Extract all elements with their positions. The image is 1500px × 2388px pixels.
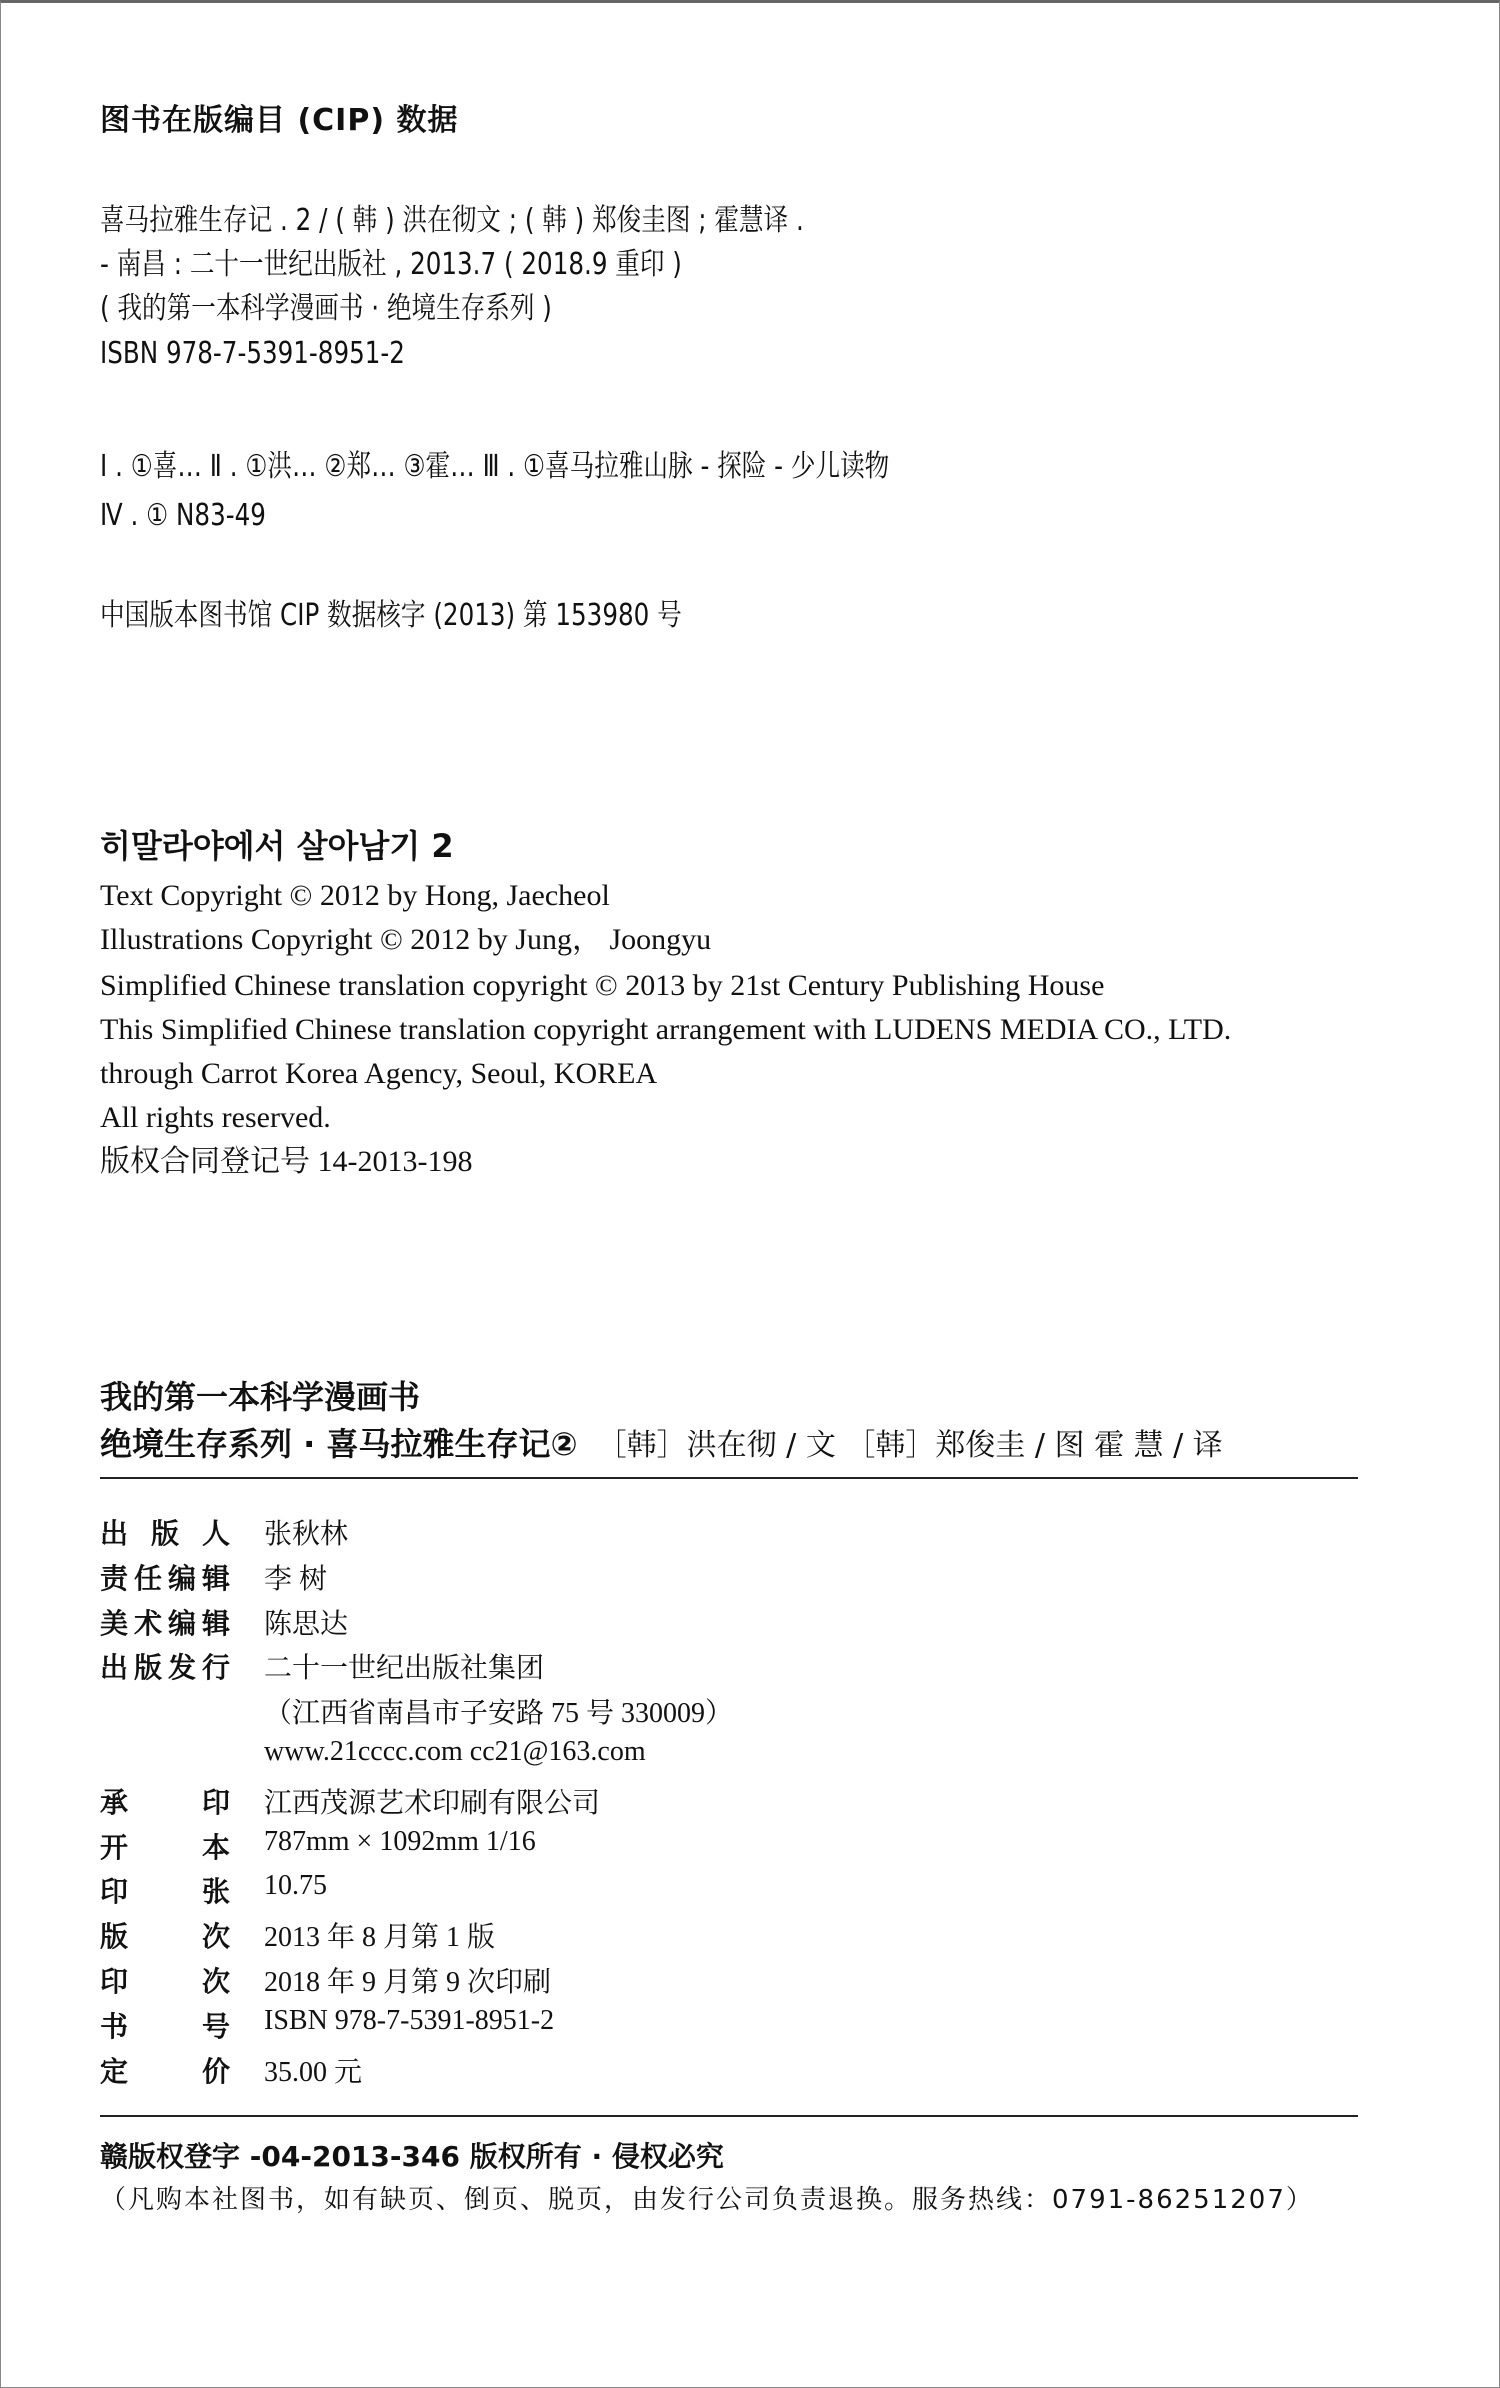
- imprint-value: 江西茂源艺术印刷有限公司: [264, 1787, 601, 1819]
- imprint-value: 张秋林: [264, 1519, 349, 1550]
- service-notice: （凡购本社图书，如有缺页、倒页、脱页，由发行公司负责退换。服务热线：0791-86251207）: [100, 2185, 1314, 2215]
- imprint-key: [100, 1870, 230, 1910]
- imprint-key-char: 版: [150, 1517, 179, 1550]
- divider: [100, 2115, 1358, 2117]
- imprint-key: [100, 1646, 230, 1686]
- imprint-key-char: 书: [100, 2009, 129, 2043]
- cip-title: 图书在版编目 (CIP) 数据: [100, 103, 459, 138]
- imprint-value: 陈思达: [264, 1608, 349, 1640]
- cip-isbn: ISBN 978-7-5391-8951-2: [100, 336, 405, 371]
- cip-classification: Ⅰ . ①喜… Ⅱ . ①洪… ②郑… ③霍… Ⅲ . ①喜马拉雅山脉 - 探险 - 少儿读物: [100, 449, 890, 484]
- imprint-value: ISBN 978-7-5391-8951-2: [264, 2004, 555, 2036]
- imprint-value: （江西省南昌市子安路 75 号 330009）: [264, 1698, 734, 1730]
- imprint-key: [100, 1602, 230, 1642]
- divider: [100, 1477, 1358, 1479]
- imprint-key: [100, 2050, 230, 2090]
- copyright-line: Illustrations Copyright © 2012 by Jung， Joongyu: [100, 923, 712, 956]
- cip-verification: 中国版本图书馆 CIP 数据核字 (2013) 第 153980 号: [100, 598, 682, 633]
- imprint-key-char: 价: [201, 2054, 230, 2088]
- imprint-key: [100, 1826, 230, 1866]
- imprint-key-char: 号: [201, 2009, 230, 2043]
- imprint-key: [100, 1915, 230, 1955]
- cip-line: ( 我的第一本科学漫画书 · 绝境生存系列 ): [100, 291, 552, 326]
- imprint-value: 10.75: [264, 1870, 327, 1902]
- imprint-key-char: 责: [100, 1561, 129, 1595]
- imprint-key: [100, 1781, 230, 1821]
- imprint-value: 2018 年 9 月第 9 次印刷: [264, 1967, 552, 1998]
- imprint-key-char: 承: [100, 1785, 129, 1819]
- imprint-key-char: 术: [133, 1606, 162, 1640]
- contract-number: 版权合同登记号 14-2013-198: [100, 1145, 473, 1178]
- imprint-key-char: 编: [167, 1606, 196, 1640]
- imprint-key-char: 美: [100, 1606, 129, 1640]
- copyright-line: Text Copyright © 2012 by Hong, Jaecheol: [100, 879, 610, 912]
- imprint-key-char: 辑: [201, 1561, 230, 1595]
- imprint-key-char: 编: [167, 1561, 196, 1595]
- imprint-key: [100, 1557, 230, 1597]
- cip-classification: Ⅳ . ① N83-49: [100, 498, 266, 533]
- imprint-key-char: 人: [201, 1517, 230, 1550]
- imprint-key-char: 出: [100, 1651, 129, 1685]
- imprint-value: 李 树: [264, 1563, 328, 1595]
- cip-line: - 南昌 : 二十一世纪出版社 , 2013.7 ( 2018.9 重印 ): [100, 247, 682, 282]
- imprint-value: 35.00 元: [264, 2056, 363, 2088]
- imprint-key-char: 版: [133, 1651, 162, 1685]
- registration-line: 赣版权登字 -04-2013-346 版权所有 · 侵权必究: [100, 2140, 724, 2173]
- imprint-key-char: 辑: [201, 1606, 230, 1640]
- cip-line: 喜马拉雅生存记 . 2 / ( 韩 ) 洪在彻文 ; ( 韩 ) 郑俊圭图 ; 霍慧译 .: [100, 203, 804, 238]
- copyright-line: All rights reserved.: [100, 1101, 331, 1134]
- imprint-value: www.21cccc.com cc21@163.com: [264, 1736, 646, 1767]
- book-title-line: [100, 1425, 1223, 1463]
- imprint-key-char: 版: [100, 1920, 129, 1954]
- imprint-key-char: 印: [100, 1875, 129, 1909]
- imprint-key-char: 次: [201, 1965, 230, 1998]
- imprint-key-char: 定: [100, 2054, 129, 2088]
- copyright-line: Simplified Chinese translation copyright © 2013 by 21st Century Publishing House: [100, 969, 1105, 1002]
- imprint-key-char: 发: [167, 1651, 196, 1685]
- korean-title: 히말라야에서 살아남기 2: [100, 827, 454, 865]
- copyright-line: This Simplified Chinese translation copyright arrangement with LUDENS MEDIA CO., LTD.: [100, 1013, 1232, 1046]
- series-name: 我的第一本科学漫画书: [100, 1378, 421, 1416]
- imprint-value: 787mm × 1092mm 1/16: [264, 1825, 536, 1857]
- book-credits: ［韩］洪在彻 / 文 ［韩］郑俊圭 / 图 霍 慧 / 译: [596, 1428, 1223, 1463]
- imprint-key: [100, 2005, 230, 2045]
- imprint-key-char: 出: [100, 1517, 129, 1550]
- imprint-key-char: 任: [133, 1561, 162, 1595]
- imprint-key-char: 本: [201, 1830, 230, 1864]
- imprint-key-char: 次: [201, 1920, 230, 1954]
- imprint-key-char: 张: [201, 1875, 230, 1909]
- imprint-key-char: 印: [201, 1785, 230, 1819]
- imprint-value: 二十一世纪出版社集团: [264, 1653, 545, 1685]
- copyright-line: through Carrot Korea Agency, Seoul, KOREA: [100, 1057, 658, 1090]
- imprint-value: 2013 年 8 月第 1 版: [264, 1922, 496, 1954]
- imprint-key-char: 印: [100, 1965, 129, 1998]
- imprint-key: [100, 1960, 230, 2000]
- imprint-key: [100, 1512, 230, 1552]
- imprint-key-char: 行: [201, 1651, 230, 1685]
- imprint-key-char: 开: [100, 1830, 129, 1864]
- book-title: 绝境生存系列 · 喜马拉雅生存记②: [100, 1425, 578, 1463]
